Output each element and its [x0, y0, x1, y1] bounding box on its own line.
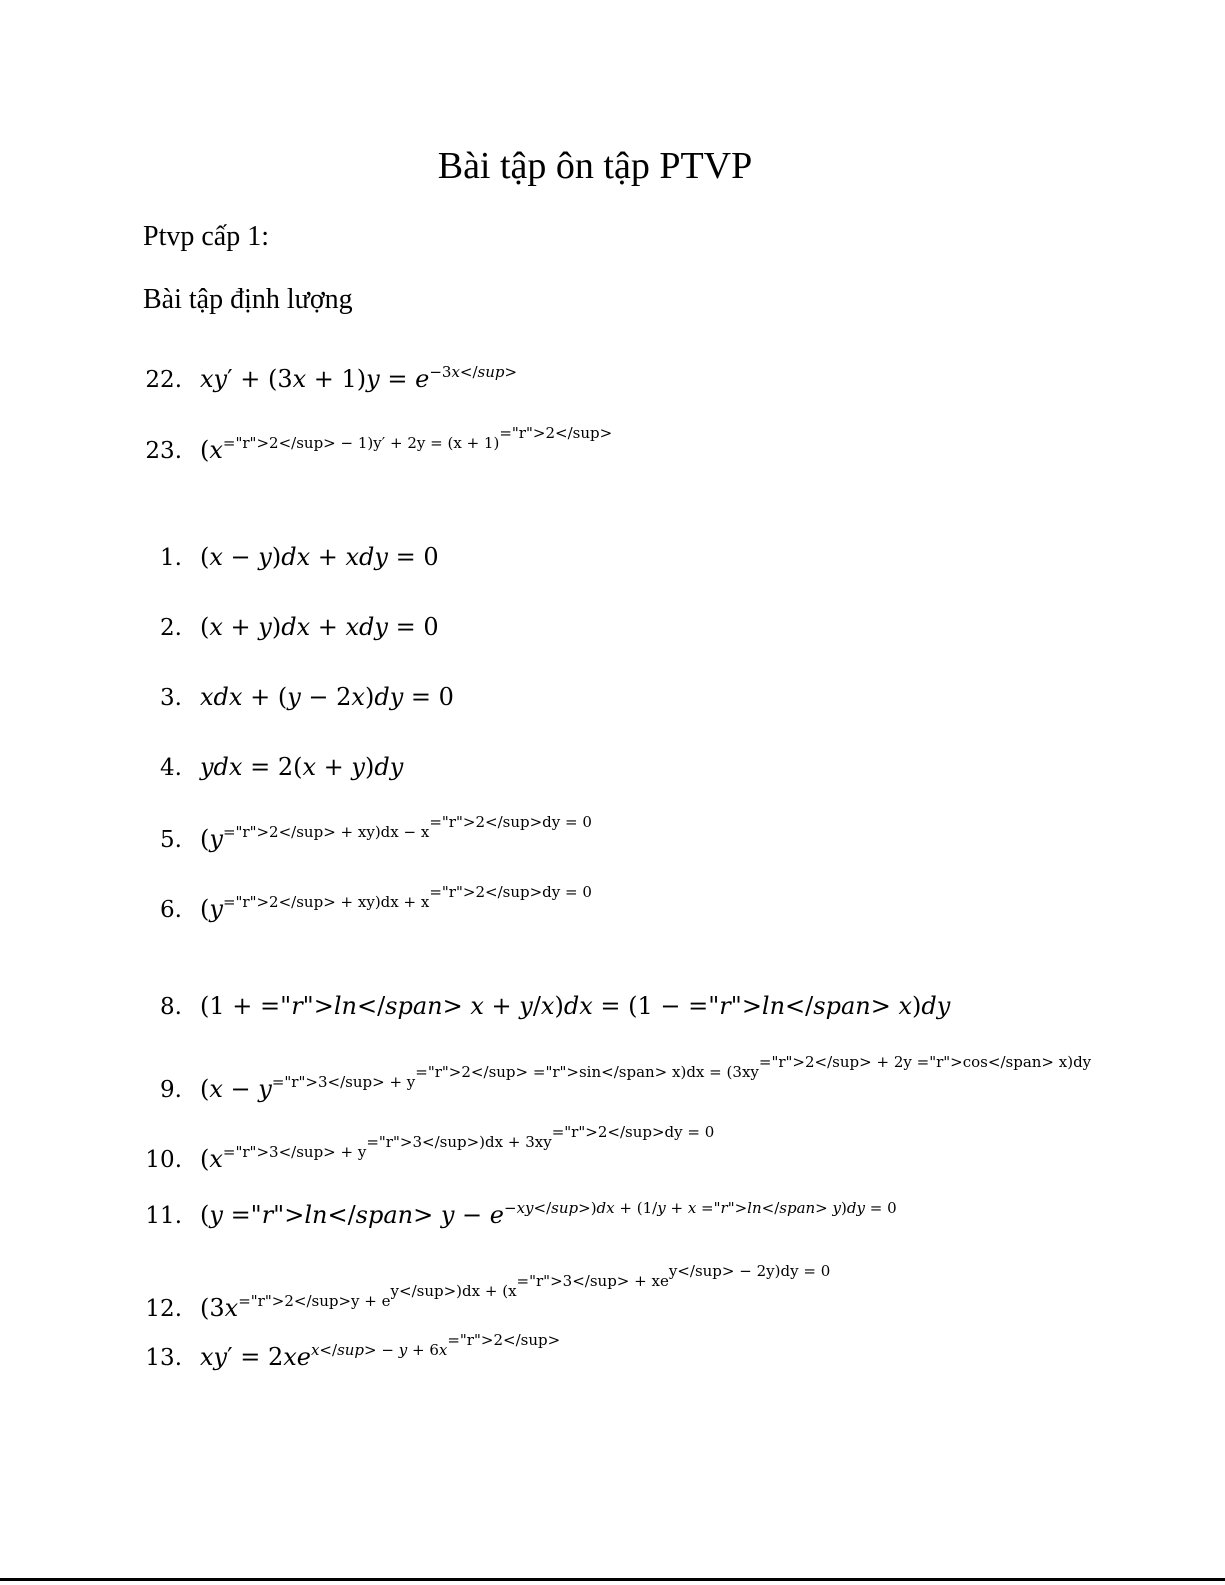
equation-item — [0, 683, 454, 723]
equation-text: (x + y)dx + xdy = 0 — [200, 613, 439, 641]
equation-item — [0, 424, 613, 473]
equation-number: 10. — [145, 1147, 182, 1173]
equation-text: $xy' + (3x + 1)y = e^{-3x</sup>}$ — [200, 363, 518, 393]
equation-number: 2. — [160, 615, 182, 641]
page-title: Bài tập ôn tập PTVP — [437, 145, 753, 187]
page-bottom-rule — [0, 1578, 1225, 1581]
equation-item — [0, 753, 403, 793]
equation-item — [0, 613, 439, 653]
equation-text: ($x - y^{="r">3</sup> + y^{="r">2</sup> ="r">sin</span> x)dx = (3xy^{="r">2</sup> + 2y ="r">cos</span> x)dy}}}$ — [200, 1053, 1092, 1103]
equation-text: ($3x^{="r">2</sup>y + e^{y</sup>)dx + (x^{="r">3</sup> + xe^{y</sup> - 2y)dy = 0}}}}$ — [200, 1262, 831, 1322]
equation-number: 13. — [145, 1345, 182, 1371]
equation-item — [0, 1053, 1092, 1103]
equation-item — [0, 1262, 831, 1322]
equation-text: ydx = 2(x + y)dy — [200, 753, 404, 781]
equation-text: ($x^{="r">3</sup> + y^{="r">3</sup>)dx + 3xy^{="r">2</sup>dy = 0}}}$ — [200, 1123, 715, 1173]
equation-number: 3. — [160, 685, 182, 711]
equation-number: 23. — [145, 438, 182, 464]
equation-item — [0, 1123, 715, 1173]
equation-number: 6. — [160, 897, 182, 923]
equation-text: (x − y)dx + xdy = 0 — [200, 543, 439, 571]
equation-item — [0, 1331, 561, 1380]
equation-number: 5. — [160, 827, 182, 853]
equation-number: 22. — [145, 367, 182, 393]
equation-item — [0, 1201, 897, 1241]
equation-item — [0, 543, 439, 583]
equation-number: 8. — [160, 994, 182, 1020]
equation-number: 4. — [160, 755, 182, 781]
section-heading: Ptvp cấp 1: — [143, 221, 269, 252]
equation-text: (1 + ="r">ln</span> x + y/x)dx = (1 − ="r">ln</span> x)dy — [200, 992, 951, 1020]
equation-text: xdx + (y − 2x)dy = 0 — [200, 683, 454, 711]
equation-item — [0, 813, 592, 862]
equation-text: $xy' = 2xe^{x</sup> - y + 6x^{="r">2</sup>}}$ — [200, 1331, 561, 1371]
equation-number: 9. — [160, 1077, 182, 1103]
equation-text: ($x^{="r">2</sup> - 1)y' + 2y = (x + 1)^{="r">2</sup>}}$ — [200, 424, 613, 464]
equation-item — [0, 992, 950, 1032]
subsection-heading: Bài tập định lượng — [143, 284, 353, 315]
equation-number: 11. — [145, 1203, 182, 1229]
equation-item — [0, 883, 592, 932]
equation-text: ($y^{="r">2</sup> + xy)dx - x^{="r">2</sup>dy = 0}}$ — [200, 813, 592, 853]
equation-number: 1. — [160, 545, 182, 571]
equation-text: ($y^{="r">2</sup> + xy)dx + x^{="r">2</sup>dy = 0}}$ — [200, 883, 592, 923]
equation-item — [0, 365, 517, 405]
equation-number: 12. — [145, 1296, 182, 1322]
equation-text: (y ="r">ln</span> $y - e^{-xy</sup>)dx + (1/y + x ="r">ln</span> y)dy = 0}$ — [200, 1199, 897, 1229]
